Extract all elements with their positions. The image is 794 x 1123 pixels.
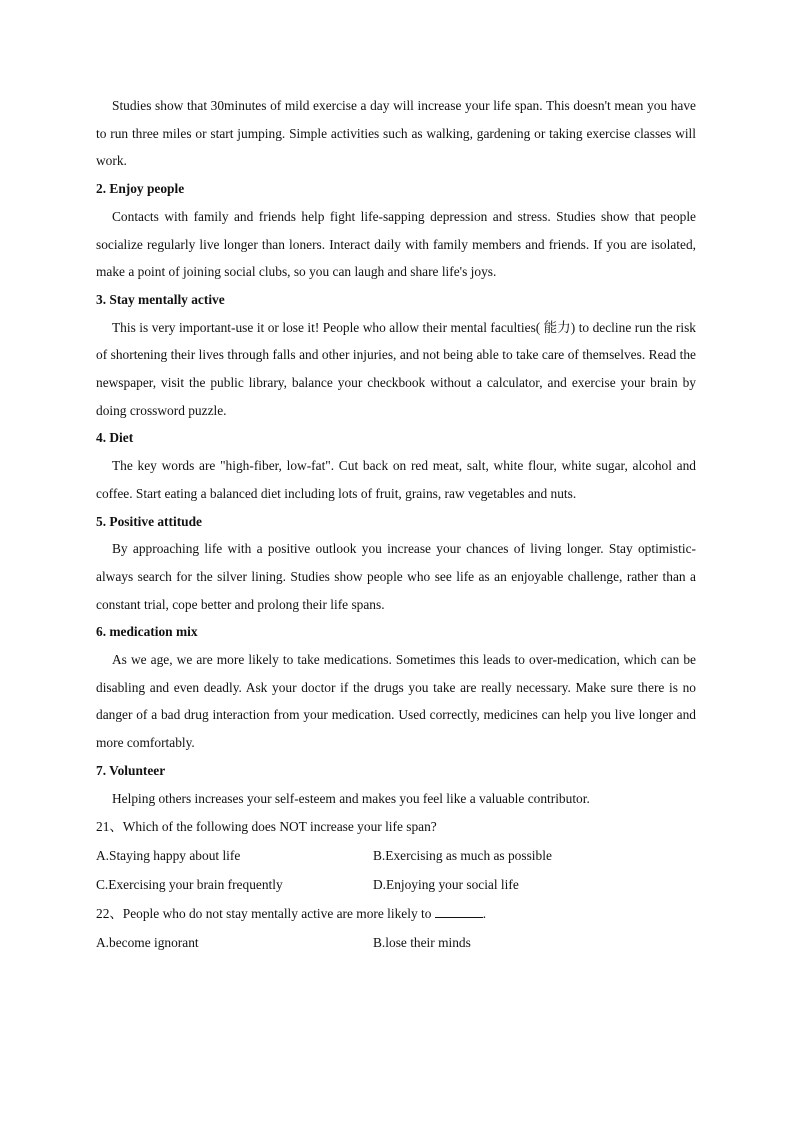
section-medication-mix: [96, 618, 696, 757]
intro-paragraph: Studies show that 30minutes of mild exercise a day will increase your life span. This doesn't mean you have to run three miles or start jumping. Simple activities such as walking, gardening or taking exercise classes will work.: [96, 98, 696, 169]
question-stem: 21、Which of the following does NOT increase your life span?: [96, 819, 437, 835]
answer-blank: [435, 905, 483, 918]
question-22: [96, 899, 696, 957]
question-21: [96, 812, 696, 899]
section-positive-attitude: [96, 508, 696, 619]
option-d: D.Enjoying your social life: [373, 876, 519, 892]
section-body: The key words are "high-fiber, low-fat". Cut back on red meat, salt, white flour, white sugar, alcohol and coffee. Start eating a balanced diet including lots of fruit, grains, raw vegetables and nuts.: [96, 458, 696, 501]
section-diet: [96, 424, 696, 507]
section-volunteer: [96, 757, 696, 812]
question-stem: 22、People who do not stay mentally active are more likely to: [96, 906, 432, 922]
option-a: A.become ignorant: [96, 934, 199, 950]
section-heading: 7. Volunteer: [96, 762, 166, 778]
question-stem-end: .: [482, 906, 487, 922]
option-b: B.lose their minds: [373, 934, 471, 950]
section-body: Helping others increases your self-esteem and makes you feel like a valuable contributor.: [112, 790, 590, 806]
section-heading: 4. Diet: [96, 430, 134, 446]
options-row: [96, 841, 696, 870]
section-body: Contacts with family and friends help fight life-sapping depression and stress. Studies show that people socialize regularly live longer than loners. Interact daily with family members and friends. If you are isolated, make a point of joining social clubs, so you can laugh and share life's joys.: [96, 208, 696, 280]
document-page: [96, 92, 696, 957]
options-row: [96, 928, 696, 957]
section-stay-mentally-active: [96, 286, 696, 425]
section-heading: 3. Stay mentally active: [96, 291, 225, 307]
section-body: This is very important-use it or lose it! People who allow their mental faculties( 能力) to decline run the risk of shortening their lives through falls and other injuries, and not being able to take care of themselves. Read the newspaper, visit the public library, balance your checkbook without a calculator, and exercise your brain by doing crossword puzzle.: [96, 319, 696, 418]
question-stem-line: [96, 899, 696, 928]
options-row: [96, 870, 696, 899]
section-heading: 2. Enjoy people: [96, 181, 185, 197]
section-enjoy-people: [96, 175, 696, 286]
section-heading: 5. Positive attitude: [96, 513, 202, 529]
option-b: B.Exercising as much as possible: [373, 847, 552, 863]
section-body: As we age, we are more likely to take medications. Sometimes this leads to over-medication, which can be disabling and even deadly. Ask your doctor if the drugs you take are really necessary. Make sure there is no danger of a bad drug interaction from your medication. Used correctly, medicines can help you live longer and more comfortably.: [96, 652, 696, 751]
option-a: A.Staying happy about life: [96, 847, 241, 863]
option-c: C.Exercising your brain frequently: [96, 876, 283, 892]
section-heading: 6. medication mix: [96, 624, 198, 640]
section-body: By approaching life with a positive outlook you increase your chances of living longer. Stay optimistic-always search for the silver lining. Studies show people who see life as an enjoyable challenge, rather than a constant trial, cope better and prolong their life spans.: [96, 541, 696, 612]
